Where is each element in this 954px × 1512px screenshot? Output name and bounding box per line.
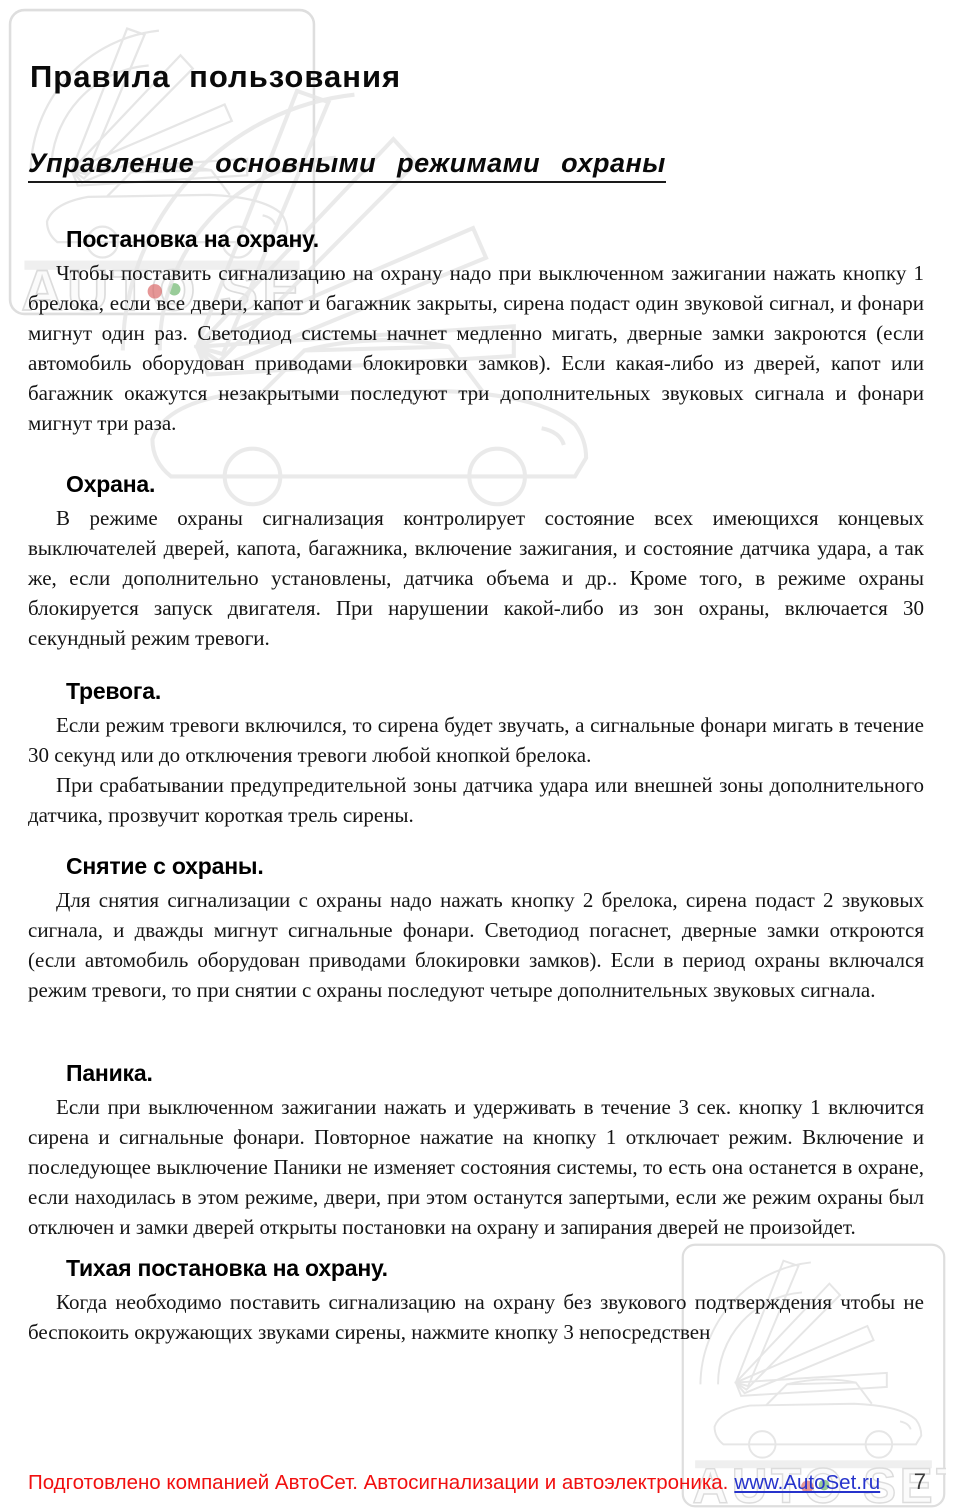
body-paragraph: Для снятия сигнализации с охраны надо нажать кнопку 2 брелока, сирена подаст 2 звуковых сигнала, и дважды мигнут сигнальные фонари. Светодиод погаснет, дверные замки откроются (если автомобиль оборудован приводами блокировки замков). Если в период охраны включался режим тревоги, то при снятии с охраны последуют четыре дополнительных звуковых сигнала. [28, 888, 924, 1002]
footer-left [28, 1470, 880, 1496]
body-paragraph: Если при выключенном зажигании нажать и удерживать в течение 3 сек. кнопку 1 включится сирена и сигнальные фонари. Повторное нажатие на кнопку 1 отключает режим. Включение и последующее выключение Паники не изменяет состояния системы, то есть она останется в охране, если находилась в этом режиме, двери, при этом останутся запертыми, если же режим охраны был отключен и замки дверей открыты постановки на охрану и запирания дверей не произойдет. [28, 1095, 924, 1239]
section-heading-disarming: Снятие с охраны. [66, 853, 264, 879]
section-guard-mode [28, 470, 924, 653]
section-silent-arming [28, 1254, 924, 1347]
section-panic [28, 1059, 924, 1242]
footer-prepared-by-text: Подготовлено компанией АвтоСет. Автосигнализации и автоэлектроника. [28, 1471, 729, 1494]
page-footer [28, 1469, 926, 1496]
section-heading-panic: Паника. [66, 1060, 153, 1086]
section-heading-arming: Постановка на охрану. [66, 226, 319, 252]
document-content [0, 58, 954, 1347]
section-disarming [28, 852, 924, 1005]
section-heading-alarm: Тревога. [66, 678, 162, 704]
section-arming [28, 225, 924, 438]
section-heading-silent-arming: Тихая постановка на охрану. [66, 1255, 388, 1281]
section-heading-guard-mode: Охрана. [66, 471, 156, 497]
body-paragraph: Чтобы поставить сигнализацию на охрану надо при выключенном зажигании нажать кнопку 1 брелока, если все двери, капот и багажник закрыты, сирена подаст один звуковой сигнал, и фонари мигнут один раз. Светодиод системы начнет медленно мигать, дверные замки закроются (если автомобиль оборудован приводами блокировки замков). Если какая-либо из дверей, капот или багажник окажутся незакрытыми последуют три дополнительных звуковых сигнала и фонари мигнут три раза. [28, 261, 924, 435]
body-paragraph: При срабатывании предупредительной зоны датчика удара или внешней зоны дополнительного датчика, прозвучит короткая трель сирены. [28, 773, 924, 827]
page-subtitle-text: Управление основными режимами охраны [28, 148, 666, 183]
body-paragraph: В режиме охраны сигнализация контролирует состояние всех имеющихся концевых выключателей дверей, капота, багажника, включение зажигания, и состояние датчика удара, а так же, если дополнительно установлены, датчика объема и др.. Кроме того, в режиме охраны блокируется запуск двигателя. При нарушении какой-либо из зон охраны, включается 30 секундный режим тревоги. [28, 506, 924, 650]
section-alarm [28, 677, 924, 830]
body-paragraph: Когда необходимо поставить сигнализацию на охрану без звукового подтверждения чтобы не беспокоить окружающих звуками сирены, нажмите кнопку 3 непосредствен [28, 1290, 924, 1344]
page-subtitle [28, 148, 924, 183]
page-title: Правила пользования [30, 59, 402, 94]
footer-website-link[interactable]: www.AutoSet.ru [734, 1471, 881, 1494]
body-paragraph: Если режим тревоги включился, то сирена будет звучать, а сигнальные фонари мигать в течение 30 секунд или до отключения тревоги любой кнопкой брелока. [28, 713, 924, 767]
page-number: 7 [913, 1469, 926, 1494]
